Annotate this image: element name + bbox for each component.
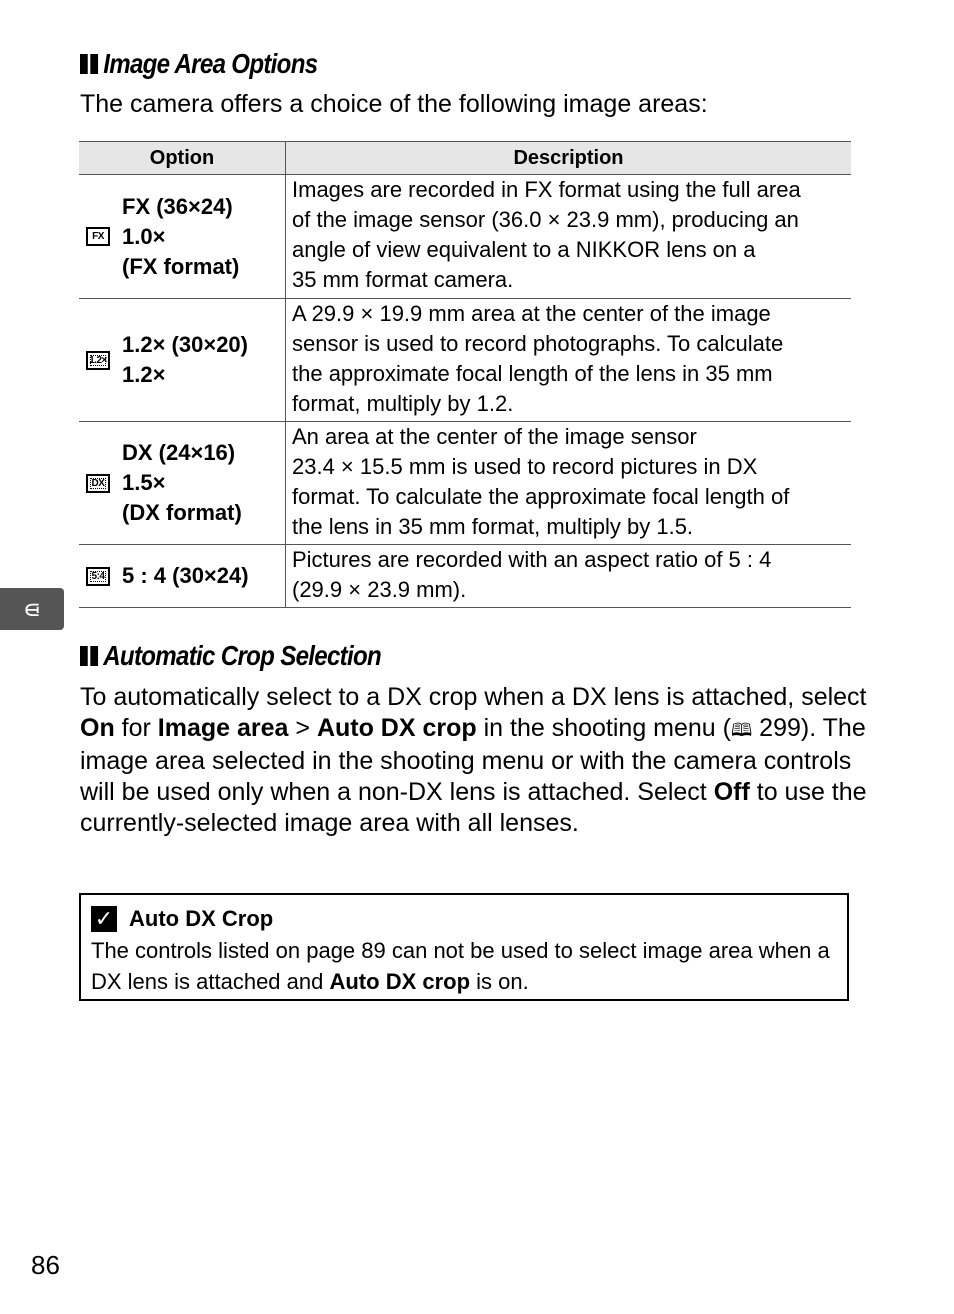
- five-four-image-area-icon: 5:4: [86, 567, 110, 586]
- fx-image-area-icon: FX: [86, 227, 110, 246]
- note-title: Auto DX Crop: [129, 906, 274, 931]
- table-header-description: Description: [286, 142, 852, 175]
- table-row: [79, 175, 851, 299]
- option-description: An area at the center of the image sensor 23.4 × 15.5 mm is used to record pictures in DX format. To calculate the approximate focal length of the lens in 35 mm format, multiply by 1.5.: [286, 422, 852, 545]
- section-marker-icon: [80, 54, 98, 74]
- image-area-table: [79, 141, 851, 608]
- table-header-option: Option: [79, 142, 286, 175]
- shooting-menu-icon: ⋴: [22, 593, 42, 624]
- section-marker-icon: [80, 646, 98, 666]
- dx-image-area-icon: DX: [86, 474, 110, 493]
- section-heading-automatic-crop-selection: [80, 640, 381, 672]
- book-reference-icon: 🕮: [730, 720, 753, 740]
- page-number: 86: [31, 1250, 60, 1280]
- note-text: The controls listed on page 89 can not be used to select image area when a DX lens is attached and Auto DX crop is on.: [91, 938, 830, 994]
- intro-text: The camera offers a choice of the following image areas:: [80, 90, 708, 118]
- option-label: FX (36×24) 1.0× (FX format): [122, 193, 240, 279]
- section-title: Automatic Crop Selection: [103, 640, 382, 671]
- option-description: Pictures are recorded with an aspect ratio of 5 : 4 (29.9 × 23.9 mm).: [286, 545, 852, 608]
- option-description: A 29.9 × 19.9 mm area at the center of the image sensor is used to record photographs. To calculate the approximate focal length of the lens in 35 mm format, multiply by 1.2.: [286, 299, 852, 422]
- option-label: DX (24×16) 1.5× (DX format): [122, 440, 242, 525]
- table-row: [79, 299, 851, 422]
- crop-1-2x-image-area-icon: 1.2×: [86, 351, 110, 370]
- table-row: [79, 545, 851, 608]
- auto-crop-paragraph: To automatically select to a DX crop when a DX lens is attached, select On for Image area > Auto DX crop in the shooting menu (🕮 299). The image area selected in the shooting menu or with the camera controls will be used only when a non-DX lens is attached. Select Off to use the currently-selected image area with all lenses.: [80, 683, 867, 837]
- option-label: 5 : 4 (30×24): [122, 563, 249, 588]
- option-description: Images are recorded in FX format using the full area of the image sensor (36.0 × 23.9 mm), producing an angle of view equivalent to a NIKKOR lens on a 35 mm format camera.: [286, 175, 852, 299]
- section-heading-image-area-options: [80, 48, 317, 80]
- table-row: [79, 422, 851, 545]
- section-title: Image Area Options: [103, 48, 318, 79]
- chapter-tab: [0, 588, 64, 630]
- check-icon: ✓: [91, 906, 117, 932]
- note-box: [79, 893, 849, 1001]
- option-label: 1.2× (30×20) 1.2×: [122, 332, 248, 387]
